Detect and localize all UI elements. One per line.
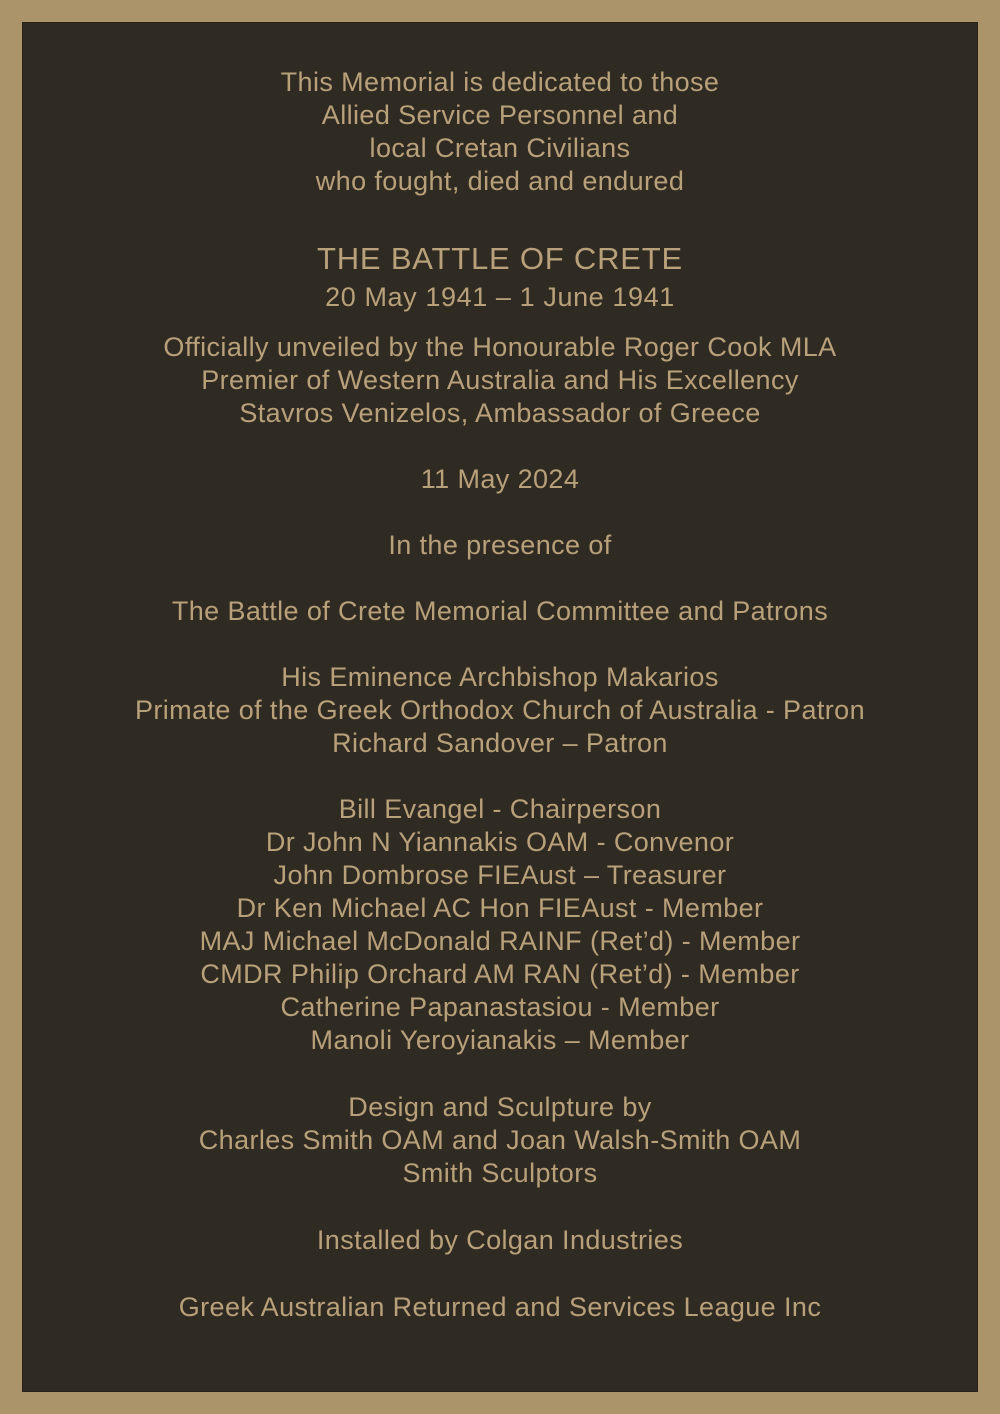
committee-member: CMDR Philip Orchard AM RAN (Ret’d) - Member [200,959,800,989]
unveil-date: 11 May 2024 [420,464,580,494]
committee-member: Catherine Papanastasiou - Member [280,992,720,1022]
dedication-line: local Cretan Civilians [369,133,631,163]
battle-title: THE BATTLE OF CRETE [317,241,683,276]
committee-member: John Dombrose FIEAust – Treasurer [273,860,727,890]
patron-line: Richard Sandover – Patron [332,728,668,758]
committee-member: Manoli Yeroyianakis – Member [310,1025,690,1055]
dedication-line: This Memorial is dedicated to those [280,67,720,97]
patron-line: Primate of the Greek Orthodox Church of Australia - Patron [134,695,866,725]
presence-intro: In the presence of [388,530,612,560]
unveiled-line: Premier of Western Australia and His Excellency [201,365,799,395]
unveiled-line: Officially unveiled by the Honourable Roger Cook MLA [163,332,837,362]
committee-member: MAJ Michael McDonald RAINF (Ret’d) - Member [199,926,801,956]
battle-dates: 20 May 1941 – 1 June 1941 [325,282,675,312]
committee-member: Bill Evangel - Chairperson [338,794,662,824]
committee-member: Dr Ken Michael AC Hon FIEAust - Member [236,893,764,923]
patron-line: His Eminence Archbishop Makarios [281,662,719,692]
design-line: Charles Smith OAM and Joan Walsh-Smith OAM [198,1125,802,1155]
committee-member: Dr John N Yiannakis OAM - Convenor [265,827,735,857]
dedication-line: Allied Service Personnel and [321,100,679,130]
unveiled-line: Stavros Venizelos, Ambassador of Greece [239,398,761,428]
dedication-line: who fought, died and endured [315,166,685,196]
installed-by: Installed by Colgan Industries [316,1225,684,1255]
design-line: Smith Sculptors [402,1158,598,1188]
organisation-name: Greek Australian Returned and Services League Inc [178,1292,822,1322]
design-line: Design and Sculpture by [348,1092,652,1122]
committee-heading: The Battle of Crete Memorial Committee and Patrons [171,596,829,626]
